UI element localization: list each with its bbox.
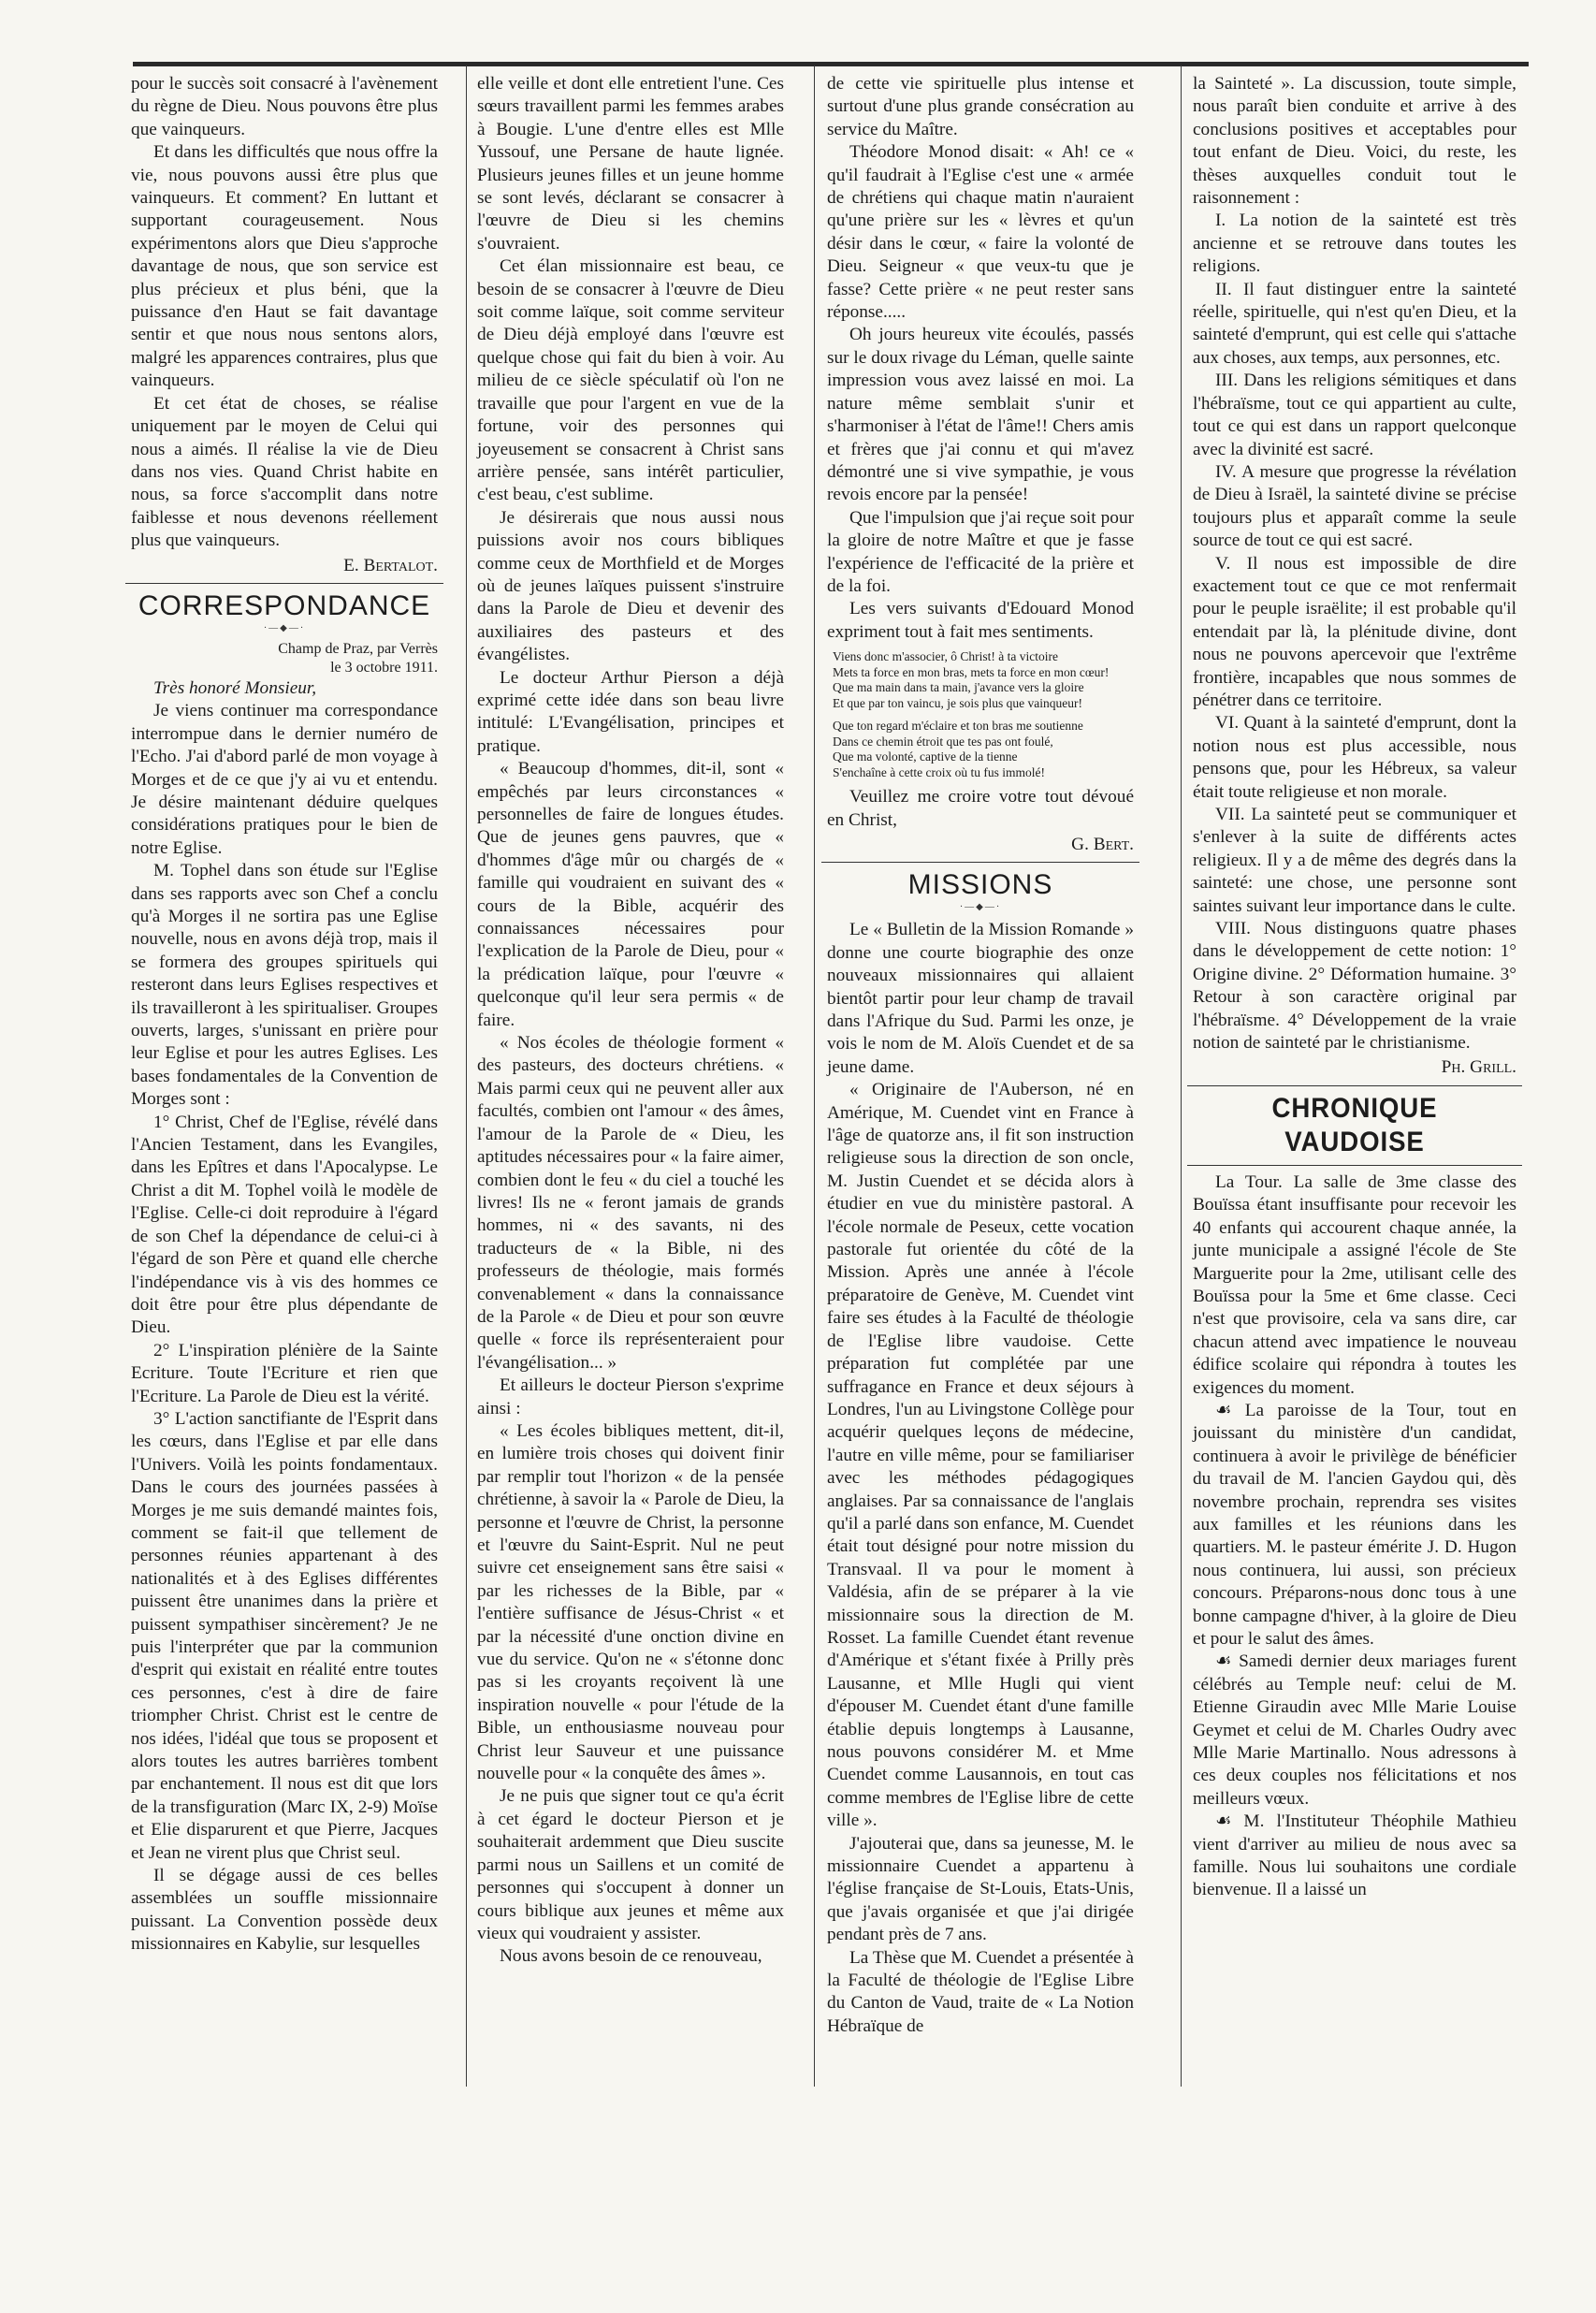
paragraph: Oh jours heureux vite écoulés, passés sur le doux rivage du Léman, quelle sainte impression vous avez laissé en moi. La nature même semblait s'unir et s'harmoniser à l'état de l'âme!! Chers amis et frères que j'ai connu et qui m'avez démontré une si vive sympathie, je vous revois encore par la pensée!: [827, 325, 1134, 505]
paragraph: 2° L'inspiration plénière de la Sainte Ecriture. Toute l'Ecriture et rien que l'Ecriture. La Parole de Dieu est la vérité.: [131, 1340, 438, 1406]
paragraph: Et cet état de choses, se réalise uniquement par le moyen de Celui qui nous a aimés. Il réalise la vie de Dieu dans nos vies. Quand Christ habite en nous, sa force s'accomplit dans notre faiblesse et nous devenons réellement plus que vainqueurs.: [131, 393, 438, 551]
column-1: [131, 73, 438, 1957]
thesis-item: I. La notion de la sainteté est très ancienne et se retrouve dans toutes les religions.: [1193, 211, 1516, 277]
paragraph: 3° L'action sanctifiante de l'Esprit dans les cœurs, dans l'Eglise et par elle dans l'Univers. Voilà les points fondamentaux. Dans le cours des journées passées à Morges je me suis demandé maintes fois, comment se fait-il que tellement de personnes réunies appartenant à des nationalités et à des Eglises différentes puissent être unanimes dans la prière et puissent sympathiser sincèrement? Je ne puis l'interpréter que par la communion d'esprit qui existait en réalité entre toutes ces personnes, c'est à dire de faire triompher Christ. Christ est le centre de nos idées, l'idéal que tous se proposent et alors toutes les autres barrières tombent par enchantement. Il nous est dit que lors de la transfiguration (Marc IX, 2-9) Moïse et Elie disparurent et que Pierre, Jacques et Jean ne virent plus que Christ seul.: [131, 1408, 438, 1863]
top-rule: [133, 62, 1529, 66]
poem-line: Dans ce chemin étroit que tes pas ont foulé,: [833, 734, 1053, 749]
ornament-divider: ·—◆—·: [959, 902, 1002, 913]
paragraph: « Nos écoles de théologie forment « des pasteurs, des docteurs chrétiens. « Mais parmi ceux qui ne peuvent aller aux facultés, combien ont l'amour « des âmes, l'amour de la Parole de « Dieu, les aptitudes nécessaires pour « la faire aimer, combien dont le feu « du ciel a touché les livres! Ils ne « feront jamais de grands hommes, ni « des savants, ni des traducteurs de « la Bible, ni des professeurs de théologie, mais formés convenablement « dans la connaissance de la Parole « de Dieu et pour son œuvre quelle « force ils représenteraient pour l'évangélisation... »: [477, 1033, 784, 1373]
signature: E. Bertalot.: [343, 555, 438, 575]
paragraph: La Tour. La salle de 3me classe des Bouïssa étant insuffisante pour recevoir les 40 enfants qui accourent chaque année, la junte municipale a assigné l'école de Ste Marguerite pour la 2me, utilisant celle des Bouïssa pour la 5me et 6me classe. Ceci n'est que provisoire, cela va sans dire, car chacun attend avec impatience le nouveau édifice scolaire qui répondra à toutes les exigences du moment.: [1193, 1171, 1516, 1398]
paragraph: Cet élan missionnaire est beau, ce besoin de se consacrer à l'œuvre de Dieu soit comme laïque, soit comme serviteur de Dieu déjà employé dans l'œuvre est quelque chose qui fait du bien à voir. Au milieu de ce siècle spéculatif où l'on ne travaille que pour l'argent en vue de la fortune, voir des personnes qui joyeusement se consacrent à Christ sans arrière pensée, sans intérêt particulier, c'est beau, c'est sublime.: [477, 256, 784, 505]
column-rule-2: [814, 65, 815, 2087]
salutation: Très honoré Monsieur,: [153, 677, 317, 698]
dateline: Champ de Praz, par Verrès: [278, 640, 438, 657]
section-title-correspondance: CORRESPONDANCE: [138, 589, 431, 621]
column-4: [1193, 73, 1516, 1902]
paragraph: La Thèse que M. Cuendet a présentée à la Faculté de théologie de l'Eglise Libre du Canton de Vaud, traite de « La Notion Hébraïque de: [827, 1947, 1134, 2036]
paragraph: de cette vie spirituelle plus intense et surtout d'une plus grande consécration au service du Maître.: [827, 74, 1134, 139]
poem-line: Que ma volonté, captive de la tienne: [833, 749, 1018, 764]
signature: G. Bert.: [1071, 834, 1134, 854]
signature: Ph. Grill.: [1441, 1057, 1516, 1078]
ornament-divider: ·—◆—·: [263, 622, 306, 633]
section-title-missions: MISSIONS: [907, 869, 1053, 901]
paragraph: Le « Bulletin de la Mission Romande » donne une courte biographie des onze nouveaux missionnaires qui allaient bientôt partir pour leur champ de travail dans l'Afrique du Sud. Parmi les onze, je vois le nom de M. Aloïs Cuendet et de sa jeune dame.: [827, 920, 1134, 1077]
paragraph: ☙ Samedi dernier deux mariages furent célébrés au Temple neuf: celui de M. Etienne Giraudin avec Mlle Marie Louise Geymet et celui de M. Charles Oudry avec Mlle Marie Martinallo. Nous adressons à ces deux couples nos félicitations et nos meilleurs vœux.: [1193, 1651, 1516, 1809]
thesis-item: IV. A mesure que progresse la révélation de Dieu à Israël, la sainteté divine se précise toujours plus et apparaît comme la seule source de tout ce qui est sacré.: [1193, 461, 1516, 551]
poem-line: Mets ta force en mon bras, mets ta force en mon cœur!: [833, 664, 1110, 679]
paragraph: Que l'impulsion que j'ai reçue soit pour la gloire de notre Maître et que je fasse l'expérience de l'efficacité de la prière et de la foi.: [827, 507, 1134, 596]
paragraph: elle veille et dont elle entretient l'une. Ces sœurs travaillent parmi les femmes arabes à Bougie. L'une d'entre elles est Mlle Yussouf, une Persane de haute lignée. Plusieurs jeunes filles et un jeune homme se sont levés, déclarant se consacrer à l'œuvre de Dieu si les chemins s'ouvraient.: [477, 74, 784, 254]
poem-line: S'enchaîne à cette croix où tu fus immolé!: [833, 764, 1045, 779]
thesis-item: VI. Quant à la sainteté d'emprunt, dont la notion nous est plus accessible, nous pensons que, pour les Hébreux, sa valeur était toute religieuse et non morale.: [1193, 713, 1516, 802]
paragraph: « Beaucoup d'hommes, dit-il, sont « empêchés par leurs circonstances « personnelles de faire de longues études. Que de jeunes gens pauvres, que « d'hommes d'âge mûr ou chargés de « famille qui voudraient en suivant des « cours de la Bible, acquérir des connaissances nécessaires pour l'explication de la Parole de Dieu, pour « la prédication laïque, pour l'œuvre « quelconque qu'il leur sera permis « de faire.: [477, 759, 784, 1030]
paragraph: la Sainteté ». La discussion, toute simple, nous paraît bien conduite et arrive à des conclusions positives et acceptables pour tout enfant de Dieu. Voici, du reste, les thèses auxquelles conduit tout le raisonnement :: [1193, 74, 1516, 209]
poem-line: Que ma main dans ta main, j'avance vers la gloire: [833, 680, 1084, 695]
thesis-item: II. Il faut distinguer entre la sainteté réelle, spirituelle, qui n'est qu'en Dieu, et la sainteté d'emprunt, qui est celle qui s'attache aux choses, aux temps, aux personnes, etc.: [1193, 279, 1516, 368]
paragraph: Théodore Monod disait: « Ah! ce « qu'il faudrait à l'Eglise c'est une « armée de chrétiens qui chaque matin n'auraient qu'une prière sur les « lèvres et qu'un désir dans le cœur, « faire la volonté de Dieu. Seigneur « que veux-tu que je fasse? Cette prière « ne peut rester sans réponse.....: [827, 142, 1134, 323]
paragraph: « Les écoles bibliques mettent, dit-il, en lumière trois choses qui doivent finir par remplir tout l'horizon « de la pensée chrétienne, à savoir la « Parole de Dieu, la personne et l'œuvre de Christ, la personne et l'œuvre du Saint-Esprit. Nul ne peut suivre cet enseignement sans être saisi « par les richesses de la Bible, par « l'entière suffisance de Jésus-Christ « et par la nécessité d'une onction divine en vue du service. Qu'on ne « s'étonne donc pas si les croyants reçoivent là une inspiration nouvelle « pour l'étude de la Bible, un enthousiasme nouveau pour Christ leur Sauveur et une puissance nouvelle pour « la conquête des âmes ».: [477, 1420, 784, 1784]
column-rule-1: [466, 65, 467, 2087]
paragraph: ☙ La paroisse de la Tour, tout en jouissant du ministère d'un candidat, continuera à avoir le privilège de bénéficier du travail de M. l'ancien Gaydou qui, dès novembre prochain, reprendra ses visites aux familles et les réunions dans les quartiers. M. le pasteur émérite J. D. Hugon nous continuera, lui aussi, son précieux concours. Préparons-nous donc tous à une bonne campagne d'hiver, à la gloire de Dieu et pour le salut des âmes.: [1193, 1400, 1516, 1649]
paragraph: Je désirerais que nous aussi nous puissions avoir nos cours bibliques comme ceux de Morthfield et de Morges où de jeunes laïques puissent s'instruire dans la Parole de Dieu et devenir des auxiliaires des pasteurs et des évangélistes.: [477, 507, 784, 665]
column-rule-3: [1181, 65, 1182, 2087]
poem-line: Que ton regard m'éclaire et ton bras me soutienne: [833, 719, 1083, 734]
paragraph: M. Tophel dans son étude sur l'Eglise dans ses rapports avec son Chef a conclu qu'à Morges il ne sortira pas une Eglise nouvelle, nous en avons déjà trop, mais il se formera des groupes spirituels qui resteront dans leurs Eglises respectives et ils travailleront à les spiritualiser. Groupes ouverts, larges, s'unissant en prière pour leur Eglise et pour les autres Eglises. Les bases fondamentales de la Convention de Morges sont :: [131, 861, 438, 1110]
poem-line: Et que par ton vaincu, je sois plus que vainqueur!: [833, 695, 1082, 710]
paragraph: Et ailleurs le docteur Pierson s'exprime ainsi :: [477, 1375, 784, 1418]
column-3: [827, 73, 1134, 2038]
column-2: [477, 73, 784, 1969]
paragraph: Nous avons besoin de ce renouveau,: [500, 1946, 762, 1967]
paragraph: Je ne puis que signer tout ce qu'a écrit à cet égard le docteur Pierson et je souhaiterait ardemment que Dieu suscite parmi nous un Saillens et un comité de personnes qui s'occupent à donner un cours biblique aux jeunes et même aux vieux qui voudraient y assister.: [477, 1786, 784, 1943]
paragraph: 1° Christ, Chef de l'Eglise, révélé dans l'Ancien Testament, dans les Evangiles, dans les Epîtres et dans l'Apocalypse. Le Christ a dit M. Tophel voilà le modèle de l'Eglise. Celle-ci doit reproduire à l'égard de son Chef la dépendance de celui-ci à l'égard de son Père et quand elle cherche l'indépendance vis à vis des hommes ce doit être pour être plus dépendante de Dieu.: [131, 1112, 438, 1338]
paragraph: « Originaire de l'Auberson, né en Amérique, M. Cuendet vint en France à l'âge de quatorze ans, il fit son instruction religieuse sous la direction de son oncle, M. Justin Cuendet et se décida alors à étudier en vue du ministère pastoral. A l'école normale de Peseux, cette vocation pastorale fut orientée du côté de la Mission. Après une année à l'école préparatoire de Genève, M. Cuendet vint faire ses études à la Faculté de théologie de l'Eglise libre vaudoise. Cette préparation fut complétée par une suffragance en France et deux séjours à Londres, l'un au Livingstone Collège pour acquérir quelques leçons de médecine, l'autre en ville même, pour se familiariser avec les méthodes pédagogiques anglaises. Par sa connaissance de l'anglais qu'il a parlé dans son enfance, M. Cuendet était tout désigné pour notre mission du Transvaal. Il va pour le moment à Valdésia, afin de se préparer à la vie missionnaire sous la direction de M. Rosset. La famille Cuendet étant revenue d'Amérique et s'étant fixée à Prilly près Lausanne, et Mlle Hugli qui vient d'épouser M. Cuendet étant d'une famille établie depuis longtemps à Lausanne, nous pouvons considérer M. et Mme Cuendet comme Lausannois, en tout cas comme membres de l'Eglise libre de cette ville ».: [827, 1080, 1134, 1831]
paragraph: J'ajouterai que, dans sa jeunesse, M. le missionnaire Cuendet a appartenu à l'église française de St-Louis, Etats-Unis, que j'avais organisée et que j'ai dirigée pendant près de 7 ans.: [827, 1833, 1134, 1945]
dateline: le 3 octobre 1911.: [330, 659, 438, 676]
paragraph: Les vers suivants d'Edouard Monod expriment tout à fait mes sentiments.: [827, 599, 1134, 642]
paragraph: Il se dégage aussi de ces belles assemblées un souffle missionnaire puissant. La Convention possède deux missionnaires en Kabylie, sur lesquelles: [131, 1866, 438, 1955]
paragraph: ☙ M. l'Instituteur Théophile Mathieu vient d'arriver au milieu de nous avec sa famille. Nous lui souhaitons une cordiale bienvenue. Il a laissé un: [1193, 1811, 1516, 1900]
thesis-item: VIII. Nous distinguons quatre phases dans le développement de cette notion: 1° Origine divine. 2° Déformation humaine. 3° Retour à son caractère original par l'hébraïsme. 4° Développement de la vraie notion de sainteté par le christianisme.: [1193, 919, 1516, 1054]
paragraph: pour le succès soit consacré à l'avènement du règne de Dieu. Nous pouvons être plus que vainqueurs.: [131, 74, 438, 139]
section-title-chronique-vaudoise: CHRONIQUE VAUDOISE: [1271, 1092, 1438, 1157]
closing: Veuillez me croire votre tout dévoué en Christ,: [827, 787, 1134, 830]
thesis-item: VII. La sainteté peut se communiquer et s'enlever à la suite de différents actes religieux. Il y a de même des degrés dans la sainteté: une chose, une personne sont saintes suivant leur importance dans le culte.: [1193, 805, 1516, 916]
paragraph: Je viens continuer ma correspondance interrompue dans le dernier numéro de l'Echo. J'ai d'abord parlé de mon voyage à Morges et de ce que j'y ai vu et entendu. Je désire maintenant déduire quelques considérations pratiques pour le bien de notre Eglise.: [131, 701, 438, 858]
thesis-item: V. Il nous est impossible de dire exactement tout ce que ce mot renfermait pour le peuple israëlite; il est probable qu'il entendait par là, la plénitude divine, dont nous ne pouvons apercevoir que l'extrême frontière, incapables que nous sommes de pénétrer dans ce territoire.: [1193, 553, 1516, 710]
section-rule: [1187, 1165, 1522, 1166]
section-rule: [821, 862, 1139, 863]
section-rule: [1187, 1085, 1522, 1086]
thesis-item: III. Dans les religions sémitiques et dans l'hébraïsme, tout ce qui appartient au culte, tout ce qui est dans un rapport quelconque avec la divinité est sacré.: [1193, 371, 1516, 459]
poem-quote: [833, 649, 1134, 780]
section-rule: [125, 583, 443, 584]
paragraph: Et dans les difficultés que nous offre la vie, nous pouvons aussi être plus que vainqueurs. Et comment? En luttant et supportant courageusement. Nous expérimentons alors que Dieu s'approche davantage de nous, que son service est plus précieux et plus béni, que la puissance d'en Haut se fait davantage sentir et que nous nous sentons alors, malgré les apparences contraires, plus que vainqueurs.: [131, 142, 438, 391]
paragraph: Le docteur Arthur Pierson a déjà exprimé cette idée dans son beau livre intitulé: L'Evangélisation, principes et pratique.: [477, 667, 784, 756]
poem-line: Viens donc m'associer, ô Christ! à ta victoire: [833, 649, 1059, 664]
